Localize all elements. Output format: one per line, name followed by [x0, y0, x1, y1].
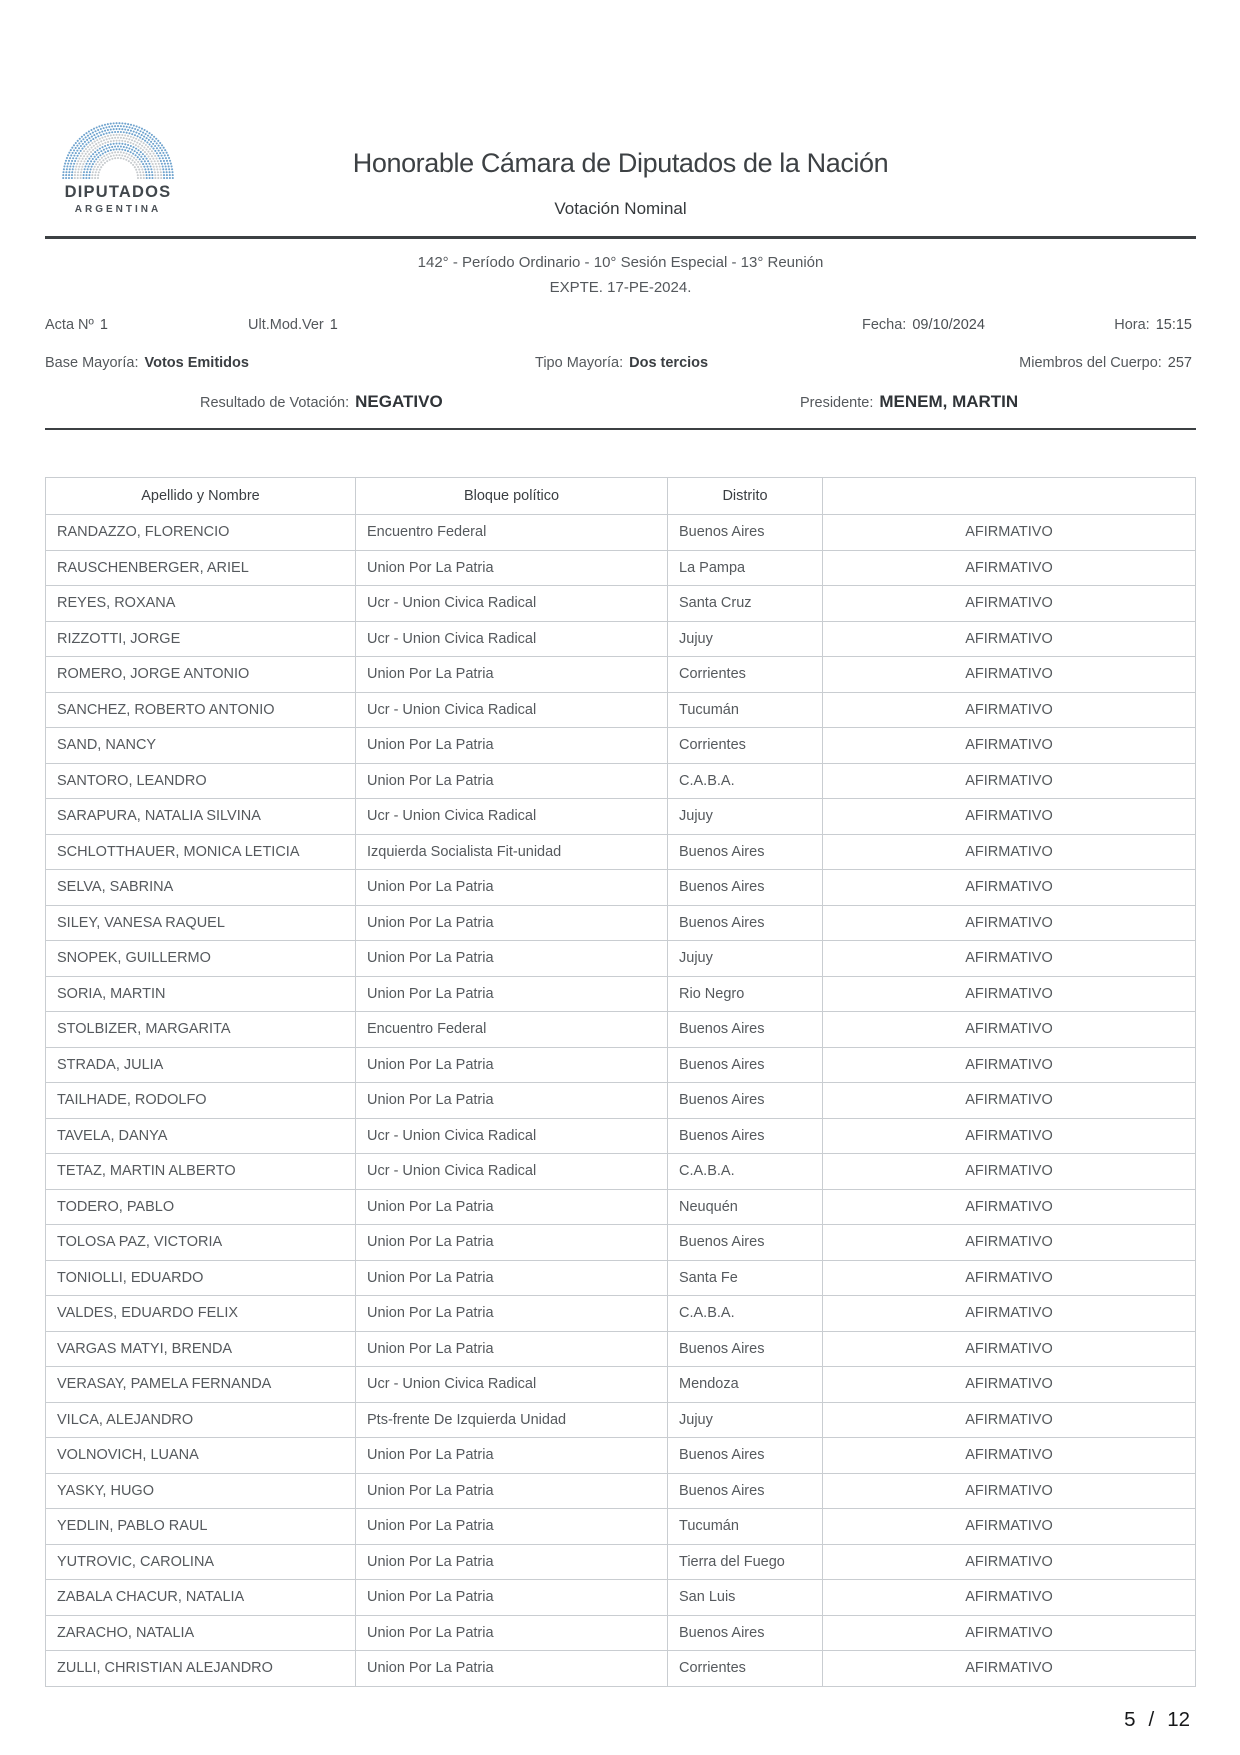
- base-mayoria-field: [45, 355, 249, 371]
- table-row: [46, 514, 1195, 550]
- hora-value: 15:15: [1155, 317, 1192, 333]
- vote-value: AFIRMATIVO: [822, 1083, 1195, 1118]
- ultmod-field: [248, 317, 338, 333]
- hora-label: Hora:: [1114, 317, 1150, 333]
- vote-value: AFIRMATIVO: [822, 1545, 1195, 1580]
- vote-value: AFIRMATIVO: [822, 622, 1195, 657]
- header-divider: [45, 236, 1196, 239]
- vote-value: AFIRMATIVO: [822, 1296, 1195, 1331]
- deputy-name: SCHLOTTHAUER, MONICA LETICIA: [57, 843, 300, 860]
- deputy-name: TODERO, PABLO: [57, 1198, 175, 1215]
- district: Jujuy: [667, 1403, 822, 1438]
- district: Buenos Aires: [667, 1083, 822, 1118]
- deputy-name: VOLNOVICH, LUANA: [57, 1447, 199, 1464]
- district: Buenos Aires: [667, 835, 822, 870]
- table-row: [46, 1366, 1195, 1402]
- deputy-name: TONIOLLI, EDUARDO: [57, 1269, 204, 1286]
- deputy-name: TAILHADE, RODOLFO: [57, 1092, 207, 1109]
- political-bloc: Ucr - Union Civica Radical: [355, 799, 667, 834]
- political-bloc: Union Por La Patria: [355, 728, 667, 763]
- base-mayoria-value: Votos Emitidos: [144, 355, 249, 371]
- vote-value: AFIRMATIVO: [822, 1012, 1195, 1047]
- political-bloc: Union Por La Patria: [355, 1225, 667, 1260]
- vote-value: AFIRMATIVO: [822, 1651, 1195, 1686]
- table-row: [46, 1224, 1195, 1260]
- table-row: [46, 869, 1195, 905]
- deputy-name: SNOPEK, GUILLERMO: [57, 950, 211, 967]
- district: La Pampa: [667, 551, 822, 586]
- district: Tucumán: [667, 1509, 822, 1544]
- table-row: [46, 1402, 1195, 1438]
- tipo-mayoria-value: Dos tercios: [629, 355, 709, 371]
- vote-value: AFIRMATIVO: [822, 515, 1195, 550]
- political-bloc: Union Por La Patria: [355, 1296, 667, 1331]
- political-bloc: Union Por La Patria: [355, 1048, 667, 1083]
- vote-value: AFIRMATIVO: [822, 1119, 1195, 1154]
- page-subtitle: Votación Nominal: [554, 199, 687, 218]
- fecha-field: [862, 317, 985, 333]
- district: Buenos Aires: [667, 1474, 822, 1509]
- vote-value: AFIRMATIVO: [822, 1332, 1195, 1367]
- political-bloc: Union Por La Patria: [355, 1580, 667, 1615]
- political-bloc: Union Por La Patria: [355, 941, 667, 976]
- vote-value: AFIRMATIVO: [822, 1474, 1195, 1509]
- table-row: [46, 834, 1195, 870]
- deputy-name: SARAPURA, NATALIA SILVINA: [57, 808, 261, 825]
- political-bloc: Union Por La Patria: [355, 1083, 667, 1118]
- vote-value: AFIRMATIVO: [822, 977, 1195, 1012]
- vote-value: AFIRMATIVO: [822, 906, 1195, 941]
- district: Corrientes: [667, 728, 822, 763]
- district: Buenos Aires: [667, 1012, 822, 1047]
- ultmod-label: Ult.Mod.Ver: [248, 317, 324, 333]
- table-row: [46, 1011, 1195, 1047]
- vote-value: AFIRMATIVO: [822, 657, 1195, 692]
- table-row: [46, 1295, 1195, 1331]
- political-bloc: Union Por La Patria: [355, 1616, 667, 1651]
- district: C.A.B.A.: [667, 764, 822, 799]
- district: Santa Cruz: [667, 586, 822, 621]
- table-row: [46, 1189, 1195, 1225]
- vote-value: AFIRMATIVO: [822, 1616, 1195, 1651]
- table-row: [46, 1473, 1195, 1509]
- vote-value: AFIRMATIVO: [822, 941, 1195, 976]
- resultado-label: Resultado de Votación:: [200, 395, 350, 411]
- table-row: [46, 1508, 1195, 1544]
- ultmod-value: 1: [329, 317, 338, 333]
- district: Buenos Aires: [667, 1616, 822, 1651]
- deputy-name: VALDES, EDUARDO FELIX: [57, 1305, 239, 1322]
- district: Buenos Aires: [667, 1225, 822, 1260]
- district: Buenos Aires: [667, 1119, 822, 1154]
- deputy-name: TOLOSA PAZ, VICTORIA: [57, 1234, 223, 1251]
- presidente-value: MENEM, MARTIN: [879, 392, 1019, 411]
- vote-value: AFIRMATIVO: [822, 764, 1195, 799]
- district: Corrientes: [667, 657, 822, 692]
- district: Buenos Aires: [667, 1332, 822, 1367]
- district: Buenos Aires: [667, 1048, 822, 1083]
- page-total: 12: [1167, 1708, 1190, 1731]
- page-title: Honorable Cámara de Diputados de la Nación: [352, 148, 889, 178]
- table-row: [46, 550, 1195, 586]
- political-bloc: Union Por La Patria: [355, 870, 667, 905]
- vote-value: AFIRMATIVO: [822, 586, 1195, 621]
- political-bloc: Union Por La Patria: [355, 977, 667, 1012]
- table-row: [46, 1650, 1195, 1686]
- table-row: [46, 905, 1195, 941]
- vote-value: AFIRMATIVO: [822, 835, 1195, 870]
- deputy-name: ZARACHO, NATALIA: [57, 1624, 195, 1641]
- table-row: [46, 1153, 1195, 1189]
- deputy-name: RAUSCHENBERGER, ARIEL: [57, 559, 249, 576]
- session-info: 142° - Período Ordinario - 10° Sesión Especial - 13° Reunión: [417, 254, 824, 271]
- deputy-name: ROMERO, JORGE ANTONIO: [57, 666, 250, 683]
- table-row: [46, 798, 1195, 834]
- column-header-vote: [822, 478, 1195, 514]
- political-bloc: Union Por La Patria: [355, 1651, 667, 1686]
- deputy-name: TETAZ, MARTIN ALBERTO: [57, 1163, 236, 1180]
- district: Neuquén: [667, 1190, 822, 1225]
- table-row: [46, 1082, 1195, 1118]
- fecha-label: Fecha:: [862, 317, 907, 333]
- vote-value: AFIRMATIVO: [822, 551, 1195, 586]
- table-row: [46, 1437, 1195, 1473]
- political-bloc: Union Por La Patria: [355, 551, 667, 586]
- deputy-name: VERASAY, PAMELA FERNANDA: [57, 1376, 272, 1393]
- table-row: [46, 692, 1195, 728]
- vote-value: AFIRMATIVO: [822, 799, 1195, 834]
- district: Jujuy: [667, 799, 822, 834]
- district: Tierra del Fuego: [667, 1545, 822, 1580]
- miembros-value: 257: [1167, 355, 1192, 371]
- district: Buenos Aires: [667, 870, 822, 905]
- district: Buenos Aires: [667, 906, 822, 941]
- deputy-name: TAVELA, DANYA: [57, 1127, 168, 1144]
- table-row: [46, 1544, 1195, 1580]
- vote-value: AFIRMATIVO: [822, 1048, 1195, 1083]
- political-bloc: Ucr - Union Civica Radical: [355, 1119, 667, 1154]
- acta-value: 1: [99, 317, 108, 333]
- political-bloc: Union Por La Patria: [355, 657, 667, 692]
- political-bloc: Ucr - Union Civica Radical: [355, 1154, 667, 1189]
- deputy-name: YUTROVIC, CAROLINA: [57, 1553, 215, 1570]
- district: Santa Fe: [667, 1261, 822, 1296]
- vote-value: AFIRMATIVO: [822, 1367, 1195, 1402]
- table-row: [46, 1118, 1195, 1154]
- column-header-district: Distrito: [667, 478, 822, 514]
- vote-value: AFIRMATIVO: [822, 1190, 1195, 1225]
- fecha-value: 09/10/2024: [912, 317, 985, 333]
- base-mayoria-label: Base Mayoría:: [45, 355, 139, 371]
- deputy-name: SAND, NANCY: [57, 737, 157, 754]
- vote-value: AFIRMATIVO: [822, 1225, 1195, 1260]
- logo-text-diputados: DIPUTADOS: [64, 183, 172, 201]
- vote-value: AFIRMATIVO: [822, 1509, 1195, 1544]
- deputy-name: VARGAS MATYI, BRENDA: [57, 1340, 233, 1357]
- political-bloc: Union Por La Patria: [355, 1190, 667, 1225]
- deputy-name: SELVA, SABRINA: [57, 879, 174, 896]
- expte-info: EXPTE. 17-PE-2024.: [549, 279, 692, 296]
- page-indicator: [1124, 1708, 1190, 1732]
- district: C.A.B.A.: [667, 1296, 822, 1331]
- column-header-bloc: Bloque político: [355, 478, 667, 514]
- district: Buenos Aires: [667, 1438, 822, 1473]
- vote-value: AFIRMATIVO: [822, 1580, 1195, 1615]
- vote-value: AFIRMATIVO: [822, 728, 1195, 763]
- political-bloc: Union Por La Patria: [355, 1474, 667, 1509]
- page-number: 5: [1124, 1708, 1136, 1731]
- deputy-name: RANDAZZO, FLORENCIO: [57, 524, 230, 541]
- vote-value: AFIRMATIVO: [822, 1261, 1195, 1296]
- table-row: [46, 1615, 1195, 1651]
- district: Buenos Aires: [667, 515, 822, 550]
- deputy-name: SANCHEZ, ROBERTO ANTONIO: [57, 701, 275, 718]
- table-row: [46, 763, 1195, 799]
- votes-table: [45, 477, 1196, 1687]
- deputy-name: YEDLIN, PABLO RAUL: [57, 1518, 208, 1535]
- hora-field: [1114, 317, 1192, 333]
- section-divider: [45, 428, 1196, 430]
- miembros-field: [1019, 355, 1192, 371]
- vote-value: AFIRMATIVO: [822, 870, 1195, 905]
- deputy-name: YASKY, HUGO: [57, 1482, 154, 1499]
- deputy-name: RIZZOTTI, JORGE: [57, 630, 181, 647]
- district: C.A.B.A.: [667, 1154, 822, 1189]
- table-row: [46, 1331, 1195, 1367]
- deputy-name: VILCA, ALEJANDRO: [57, 1411, 194, 1428]
- table-row: [46, 656, 1195, 692]
- table-row: [46, 1047, 1195, 1083]
- vote-value: AFIRMATIVO: [822, 1154, 1195, 1189]
- political-bloc: Ucr - Union Civica Radical: [355, 1367, 667, 1402]
- logo-text-argentina: ARGENTINA: [74, 204, 162, 215]
- political-bloc: Union Por La Patria: [355, 764, 667, 799]
- resultado-value: NEGATIVO: [355, 392, 443, 411]
- vote-value: AFIRMATIVO: [822, 1438, 1195, 1473]
- district: Corrientes: [667, 1651, 822, 1686]
- political-bloc: Ucr - Union Civica Radical: [355, 622, 667, 657]
- district: Tucumán: [667, 693, 822, 728]
- political-bloc: Union Por La Patria: [355, 906, 667, 941]
- table-row: [46, 727, 1195, 763]
- deputy-name: ZULLI, CHRISTIAN ALEJANDRO: [57, 1660, 273, 1677]
- miembros-label: Miembros del Cuerpo:: [1019, 355, 1162, 371]
- table-row: [46, 940, 1195, 976]
- political-bloc: Encuentro Federal: [355, 515, 667, 550]
- district: Jujuy: [667, 622, 822, 657]
- tipo-mayoria-field: [535, 355, 708, 371]
- resultado-field: [200, 392, 443, 412]
- district: Rio Negro: [667, 977, 822, 1012]
- table-row: [46, 621, 1195, 657]
- political-bloc: Union Por La Patria: [355, 1545, 667, 1580]
- district: San Luis: [667, 1580, 822, 1615]
- vote-value: AFIRMATIVO: [822, 693, 1195, 728]
- deputy-name: STOLBIZER, MARGARITA: [57, 1021, 231, 1038]
- political-bloc: Encuentro Federal: [355, 1012, 667, 1047]
- deputy-name: SORIA, MARTIN: [57, 985, 166, 1002]
- table-row: [46, 976, 1195, 1012]
- deputy-name: ZABALA CHACUR, NATALIA: [57, 1589, 245, 1606]
- presidente-field: [800, 392, 1018, 412]
- column-header-name: Apellido y Nombre: [141, 488, 260, 504]
- presidente-label: Presidente:: [800, 395, 874, 411]
- political-bloc: Ucr - Union Civica Radical: [355, 586, 667, 621]
- table-row: [46, 585, 1195, 621]
- table-body: [46, 514, 1195, 1686]
- political-bloc: Pts-frente De Izquierda Unidad: [355, 1403, 667, 1438]
- political-bloc: Union Por La Patria: [355, 1261, 667, 1296]
- deputy-name: SILEY, VANESA RAQUEL: [57, 914, 225, 931]
- acta-label: Acta Nº: [45, 317, 94, 333]
- table-row: [46, 1260, 1195, 1296]
- tipo-mayoria-label: Tipo Mayoría:: [535, 355, 624, 371]
- political-bloc: Ucr - Union Civica Radical: [355, 693, 667, 728]
- table-row: [46, 1579, 1195, 1615]
- deputy-name: STRADA, JULIA: [57, 1056, 164, 1073]
- vote-value: AFIRMATIVO: [822, 1403, 1195, 1438]
- deputy-name: REYES, ROXANA: [57, 595, 176, 612]
- acta-field: [45, 317, 108, 333]
- deputy-name: SANTORO, LEANDRO: [57, 772, 207, 789]
- political-bloc: Union Por La Patria: [355, 1438, 667, 1473]
- district: Jujuy: [667, 941, 822, 976]
- page-separator: /: [1148, 1708, 1155, 1731]
- political-bloc: Union Por La Patria: [355, 1332, 667, 1367]
- table-header-row: [46, 478, 1195, 514]
- political-bloc: Izquierda Socialista Fit-unidad: [355, 835, 667, 870]
- district: Mendoza: [667, 1367, 822, 1402]
- political-bloc: Union Por La Patria: [355, 1509, 667, 1544]
